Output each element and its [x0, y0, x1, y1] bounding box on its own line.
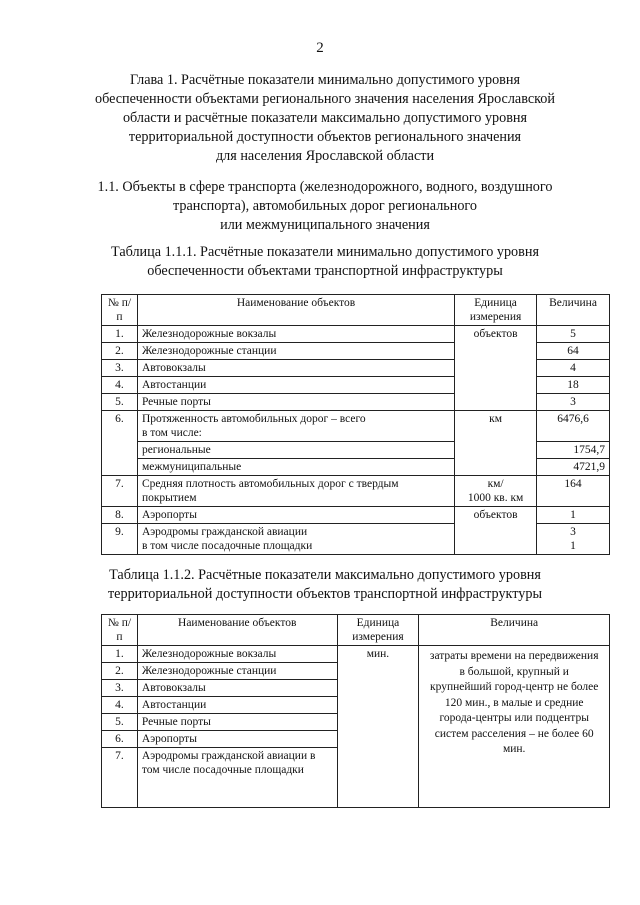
section-title-line: транспорта), автомобильных дорог регионального: [173, 198, 477, 214]
row-unit: [455, 476, 537, 507]
row-num: 7.: [102, 748, 138, 808]
row-value-line: 3: [570, 526, 576, 538]
row-name: Аэропорты: [137, 731, 337, 748]
row-name: Железнодорожные вокзалы: [137, 646, 337, 663]
row-num: 6.: [102, 411, 138, 476]
row-value-line: 1: [570, 540, 576, 552]
row-name: Речные порты: [137, 714, 337, 731]
row-num: 1.: [102, 326, 138, 343]
table2: [101, 614, 610, 808]
header-value: Величина: [419, 615, 610, 646]
table2-caption-line: Таблица 1.1.2. Расчётные показатели максимально допустимого уровня: [109, 567, 541, 583]
row-unit: объектов: [455, 326, 537, 411]
row-num: 1.: [102, 646, 138, 663]
header-name: Наименование объектов: [137, 295, 454, 326]
row-unit: объектов: [455, 507, 537, 555]
value-note: затраты времени на передвижения в большой, крупный и крупнейший город-центр не более 120 мин., в малые и средние города-центры или подцентры систем расселения – не более 60 мин.: [419, 646, 610, 808]
table-row: [102, 646, 610, 663]
row-unit: мин.: [337, 646, 419, 808]
row-name: межмуниципальные: [137, 459, 454, 476]
page-number: 2: [316, 40, 324, 56]
section-title: [90, 178, 560, 235]
row-name: Железнодорожные станции: [137, 663, 337, 680]
table1-caption-line: обеспеченности объектами транспортной инфраструктуры: [147, 263, 503, 279]
row-num: 3.: [102, 680, 138, 697]
row-value: 1754,7: [537, 442, 610, 459]
row-name: [137, 476, 454, 507]
table1-caption: [90, 243, 560, 281]
row-num: 5.: [102, 394, 138, 411]
row-num: 6.: [102, 731, 138, 748]
row-name-line: Аэродромы гражданской авиации: [141, 526, 308, 538]
chapter-title-line: территориальной доступности объектов регионального значения: [128, 129, 522, 145]
row-value: 1: [537, 507, 610, 524]
table-row: [102, 507, 610, 524]
row-name: Автостанции: [137, 377, 454, 394]
row-name: региональные: [137, 442, 454, 459]
table2-caption: [90, 566, 560, 604]
row-value: 164: [537, 476, 610, 507]
row-name: Автовокзалы: [137, 680, 337, 697]
row-name: Железнодорожные станции: [137, 343, 454, 360]
row-num: 3.: [102, 360, 138, 377]
row-num: 8.: [102, 507, 138, 524]
section-title-line: 1.1. Объекты в сфере транспорта (железнодорожного, водного, воздушного: [97, 179, 553, 195]
row-num: 2.: [102, 343, 138, 360]
table-header-row: [102, 295, 610, 326]
row-num: 9.: [102, 524, 138, 555]
row-name-line: Средняя плотность автомобильных дорог с твердым: [141, 478, 399, 490]
row-value: 4721,9: [537, 459, 610, 476]
row-name-line: покрытием: [141, 492, 197, 504]
row-num: 5.: [102, 714, 138, 731]
row-unit-line: 1000 кв. км: [467, 492, 524, 504]
row-name: Речные порты: [137, 394, 454, 411]
row-name: [137, 411, 454, 442]
row-value: 4: [537, 360, 610, 377]
row-value: 64: [537, 343, 610, 360]
row-value: [537, 524, 610, 555]
row-name-line: в том числе посадочные площадки: [141, 540, 313, 552]
row-value: 5: [537, 326, 610, 343]
row-name: Автовокзалы: [137, 360, 454, 377]
table-row: [102, 476, 610, 507]
row-num: 7.: [102, 476, 138, 507]
section-title-line: или межмуниципального значения: [220, 217, 430, 233]
chapter-title-line: обеспеченности объектами регионального значения населения Ярославской: [94, 91, 555, 107]
table-header-row: [102, 615, 610, 646]
header-unit: Единица измерения: [337, 615, 419, 646]
chapter-title-line: для населения Ярославской области: [215, 148, 435, 164]
table-row: [102, 326, 610, 343]
table-row: [102, 411, 610, 442]
table2-caption-line: территориальной доступности объектов транспортной инфраструктуры: [107, 586, 542, 602]
row-name: Железнодорожные вокзалы: [137, 326, 454, 343]
row-unit-line: км/: [487, 478, 504, 490]
row-num: 4.: [102, 697, 138, 714]
row-name: [137, 524, 454, 555]
header-name: Наименование объектов: [137, 615, 337, 646]
table1: [101, 294, 610, 555]
row-name: Аэродромы гражданской авиации в том числе посадочные площадки: [137, 748, 337, 808]
row-num: 2.: [102, 663, 138, 680]
row-value: 18: [537, 377, 610, 394]
row-name: Автостанции: [137, 697, 337, 714]
chapter-title: [90, 71, 560, 166]
row-value: 3: [537, 394, 610, 411]
row-num: 4.: [102, 377, 138, 394]
header-unit: Единица измерения: [455, 295, 537, 326]
table1-caption-line: Таблица 1.1.1. Расчётные показатели минимально допустимого уровня: [111, 244, 539, 260]
header-num: № п/п: [102, 615, 138, 646]
header-value: Величина: [537, 295, 610, 326]
header-num: № п/п: [102, 295, 138, 326]
row-value: 6476,6: [537, 411, 610, 442]
row-unit: км: [455, 411, 537, 476]
chapter-title-line: Глава 1. Расчётные показатели минимально допустимого уровня: [130, 72, 520, 88]
row-name-sub: в том числе:: [141, 427, 202, 439]
row-name-line: Протяженность автомобильных дорог – всего: [141, 413, 366, 425]
chapter-title-line: области и расчётные показатели максимально допустимого уровня: [122, 110, 528, 126]
row-name: Аэропорты: [137, 507, 454, 524]
